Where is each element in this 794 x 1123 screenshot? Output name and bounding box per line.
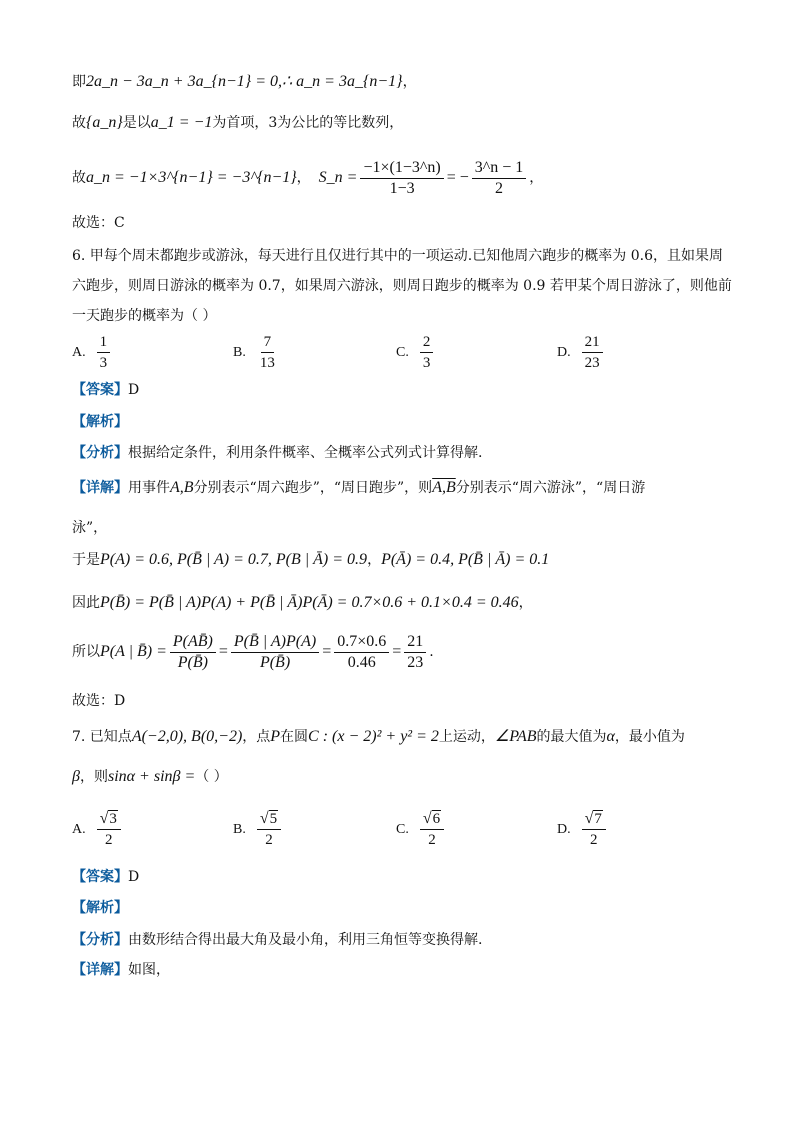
xiangjie-tag: 【详解】 bbox=[72, 962, 128, 978]
option-label: C. bbox=[396, 344, 409, 360]
text: ，点 bbox=[242, 729, 271, 745]
option-fraction bbox=[582, 333, 603, 372]
q7-fenxi bbox=[72, 930, 482, 950]
q6-stem-line-3: 一天跑步的概率为（ ） bbox=[72, 308, 217, 324]
q7-stem-line-1 bbox=[72, 727, 685, 747]
choose-line-q5: 故选：C bbox=[72, 215, 125, 231]
fraction-denominator: 2 bbox=[265, 832, 273, 848]
text-ji: 即 bbox=[72, 74, 86, 90]
point-p: P bbox=[270, 728, 281, 745]
text: ，最小值为 bbox=[614, 729, 685, 745]
q6-option-b[interactable] bbox=[233, 333, 281, 372]
option-fraction bbox=[97, 333, 111, 372]
analysis-tag: 【解析】 bbox=[72, 414, 128, 430]
punct: ， bbox=[402, 74, 417, 90]
radicand: 5 bbox=[269, 811, 278, 827]
bayes-fraction-3 bbox=[334, 633, 389, 672]
fenxi-tag: 【分析】 bbox=[72, 932, 128, 948]
fraction-denominator: 3 bbox=[422, 355, 431, 371]
radicand: 7 bbox=[594, 811, 602, 827]
option-label: B. bbox=[233, 821, 246, 837]
fraction-numerator: 7 bbox=[261, 333, 275, 353]
q6-stem-line-2: 六跑步，则周日游泳的概率为 0.7，如果周六游泳，则周日跑步的概率为 0.9 若甲某个周日游泳了，则他前 bbox=[72, 278, 732, 294]
option-fraction bbox=[420, 810, 444, 849]
q6-fenxi bbox=[72, 443, 482, 463]
sequence-symbol: {a_n} bbox=[86, 114, 123, 131]
option-label: A. bbox=[72, 821, 86, 837]
fraction-numerator: −1×(1−3^n) bbox=[360, 159, 443, 179]
option-fraction bbox=[257, 333, 278, 372]
fraction-denominator: 2 bbox=[495, 179, 504, 197]
fraction-numerator: 3^n − 1 bbox=[472, 159, 527, 179]
sqrt-numerator: √ 7 bbox=[582, 810, 606, 830]
q6-xiangjie-line-4 bbox=[72, 593, 533, 613]
sum-symbol: S_n = bbox=[318, 169, 358, 186]
q7-xiangjie bbox=[72, 960, 170, 980]
angle-pab: ∠PAB bbox=[494, 728, 537, 745]
fraction-denominator: 1−3 bbox=[389, 179, 415, 197]
events-symbol: A,B bbox=[170, 479, 194, 496]
q6-xiangjie-line-2: 泳”， bbox=[72, 520, 108, 536]
text: 于是 bbox=[72, 552, 100, 568]
q6-xiangjie-line-3 bbox=[72, 550, 549, 570]
fenxi-text: 由数形结合得出最大角及最小角，利用三角恒等变换得解. bbox=[128, 932, 483, 948]
q7-answer bbox=[72, 867, 139, 887]
solution-line-2 bbox=[72, 113, 403, 133]
q6-answer bbox=[72, 380, 139, 400]
q7-analysis-heading bbox=[72, 898, 128, 918]
fenxi-tag: 【分析】 bbox=[72, 445, 128, 461]
radicand: 3 bbox=[109, 811, 117, 827]
fraction-denominator: 23 bbox=[584, 355, 600, 371]
q7-stem-line-2 bbox=[72, 767, 228, 787]
fraction-numerator: P(B̄ | A)P(A) bbox=[231, 633, 319, 653]
complement-events-symbol: A,B bbox=[432, 479, 456, 496]
option-fraction bbox=[582, 810, 606, 849]
fraction-denominator: P(B̄) bbox=[177, 653, 208, 671]
fraction-numerator: 0.7×0.6 bbox=[334, 633, 389, 653]
sqrt-numerator: √ 3 bbox=[97, 810, 121, 830]
q6-xiangjie-line-1 bbox=[72, 478, 645, 498]
fenxi-text: 根据给定条件，利用条件概率、全概率公式列式计算得解. bbox=[128, 445, 483, 461]
xiangjie-tag: 【详解】 bbox=[72, 480, 128, 496]
option-label: A. bbox=[72, 344, 86, 360]
fraction-denominator: 23 bbox=[407, 653, 424, 671]
answer-value: D bbox=[128, 382, 140, 398]
fraction-denominator: 13 bbox=[259, 355, 275, 371]
punct: ， bbox=[529, 170, 544, 186]
answer-value: D bbox=[128, 869, 140, 885]
fraction-numerator: 2 bbox=[420, 333, 434, 353]
circle-equation: C : (x − 2)² + y² = 2 bbox=[308, 728, 439, 745]
text: 分别表示“周六游泳”，“周日游 bbox=[455, 480, 646, 496]
sum-fraction-1 bbox=[360, 159, 443, 198]
option-label: D. bbox=[557, 821, 571, 837]
bayes-fraction-4 bbox=[404, 633, 426, 672]
fraction-denominator: 2 bbox=[428, 832, 436, 848]
text: 的最大值为 bbox=[536, 729, 607, 745]
xiangjie-text: 如图， bbox=[128, 962, 170, 978]
text-rest: 为首项，3为公比的等比数列， bbox=[212, 115, 404, 131]
q6-option-a[interactable] bbox=[72, 333, 113, 372]
choose-line-q6: 故选：D bbox=[72, 693, 126, 709]
sqrt-numerator: √ 6 bbox=[420, 810, 444, 830]
q7-option-c[interactable] bbox=[396, 810, 447, 849]
option-fraction bbox=[257, 810, 281, 849]
fraction-denominator: 0.46 bbox=[347, 653, 376, 671]
sqrt-numerator: √ 5 bbox=[257, 810, 281, 830]
sum-fraction-2 bbox=[472, 159, 527, 198]
fraction-numerator: P(AB̄) bbox=[170, 633, 216, 653]
text: 在圆 bbox=[280, 729, 309, 745]
answer-tag: 【答案】 bbox=[72, 382, 128, 398]
punct: ， bbox=[296, 170, 311, 186]
text-mid: 是以 bbox=[122, 115, 151, 131]
answer-tag: 【答案】 bbox=[72, 869, 128, 885]
q6-stem-line-1: 6. 甲每个周末都跑步或游泳，每天进行且仅进行其中的一项运动.已知他周六跑步的概率为 0.6，且如果周 bbox=[72, 248, 723, 264]
fraction-denominator: 3 bbox=[99, 355, 108, 371]
solution-line-3 bbox=[72, 158, 543, 198]
q6-analysis-heading bbox=[72, 412, 128, 432]
q7-option-d[interactable] bbox=[557, 810, 609, 849]
text-gu-2: 故 bbox=[72, 170, 86, 186]
total-probability-equation: P(B̄) = P(B̄ | A)P(A) + P(B̄ | Ā)P(Ā) = 0.7×0.6 + 0.1×0.4 = 0.46 bbox=[100, 594, 519, 611]
option-label: C. bbox=[396, 821, 409, 837]
bayes-fraction-1 bbox=[170, 633, 216, 672]
bayes-fraction-2 bbox=[231, 633, 319, 672]
text: 上运动， bbox=[438, 729, 495, 745]
sin-sum-expression: sinα + sinβ = bbox=[107, 768, 196, 785]
given-probabilities: P(A) = 0.6, P(B̄ | A) = 0.7, P(B | Ā) = 0.9 bbox=[100, 551, 368, 568]
fraction-numerator: 21 bbox=[582, 333, 603, 353]
option-fraction bbox=[97, 810, 121, 849]
q7-option-b[interactable] bbox=[233, 810, 284, 849]
option-label: D. bbox=[557, 344, 571, 360]
points-ab: A(−2,0), B(0,−2) bbox=[131, 728, 243, 745]
answer-blank: （ ） bbox=[195, 769, 228, 785]
fraction-numerator: 21 bbox=[404, 633, 426, 653]
beta-symbol: β bbox=[72, 768, 80, 785]
fraction-denominator: 2 bbox=[105, 832, 113, 848]
conditional-prob-left: P(A | B̄) = bbox=[100, 643, 167, 660]
text: 用事件 bbox=[128, 480, 170, 496]
punct: ， bbox=[518, 595, 533, 611]
recurrence-equation: 2a_n − 3a_n + 3a_{n−1} = 0,∴ a_n = 3a_{n−1} bbox=[86, 73, 403, 90]
q6-option-d[interactable] bbox=[557, 333, 606, 372]
punct: . bbox=[429, 644, 434, 660]
fraction-numerator: 1 bbox=[97, 333, 111, 353]
text: 分别表示“周六跑步”，“周日跑步”，则 bbox=[193, 480, 433, 496]
text-gu: 故 bbox=[72, 115, 86, 131]
alpha-symbol: α bbox=[606, 728, 615, 745]
solution-line-1 bbox=[72, 72, 417, 92]
text: 因此 bbox=[72, 595, 100, 611]
radicand: 6 bbox=[432, 811, 441, 827]
fraction-denominator: P(B̄) bbox=[259, 653, 291, 671]
text: ，则 bbox=[79, 769, 108, 785]
equals-minus: = − bbox=[446, 169, 469, 186]
text: 7. 已知点 bbox=[72, 729, 132, 745]
first-term: a_1 = −1 bbox=[150, 114, 213, 131]
q6-xiangjie-line-5: 所以 P(A | B̄) = $\frac{P(AB̄)}{P(B̄)}$ = $\frac{P(B̄ | A)P(A)}{P(B̄)}$ = $\frac{0.7\times 0.6}{0.46}$ = $\frac{21}{23}$ . bbox=[72, 632, 434, 671]
text: 所以 bbox=[72, 644, 100, 660]
option-label: B. bbox=[233, 344, 246, 360]
punct: ， bbox=[367, 552, 382, 568]
option-fraction bbox=[420, 333, 434, 372]
q7-option-a[interactable] bbox=[72, 810, 124, 849]
general-term: a_n = −1×3^{n−1} = −3^{n−1} bbox=[86, 169, 297, 186]
q6-option-c[interactable] bbox=[396, 333, 436, 372]
fraction-denominator: 2 bbox=[590, 832, 598, 848]
given-probabilities-2: P(Ā) = 0.4, P(B̄ | Ā) = 0.1 bbox=[381, 551, 550, 568]
analysis-tag: 【解析】 bbox=[72, 900, 128, 916]
